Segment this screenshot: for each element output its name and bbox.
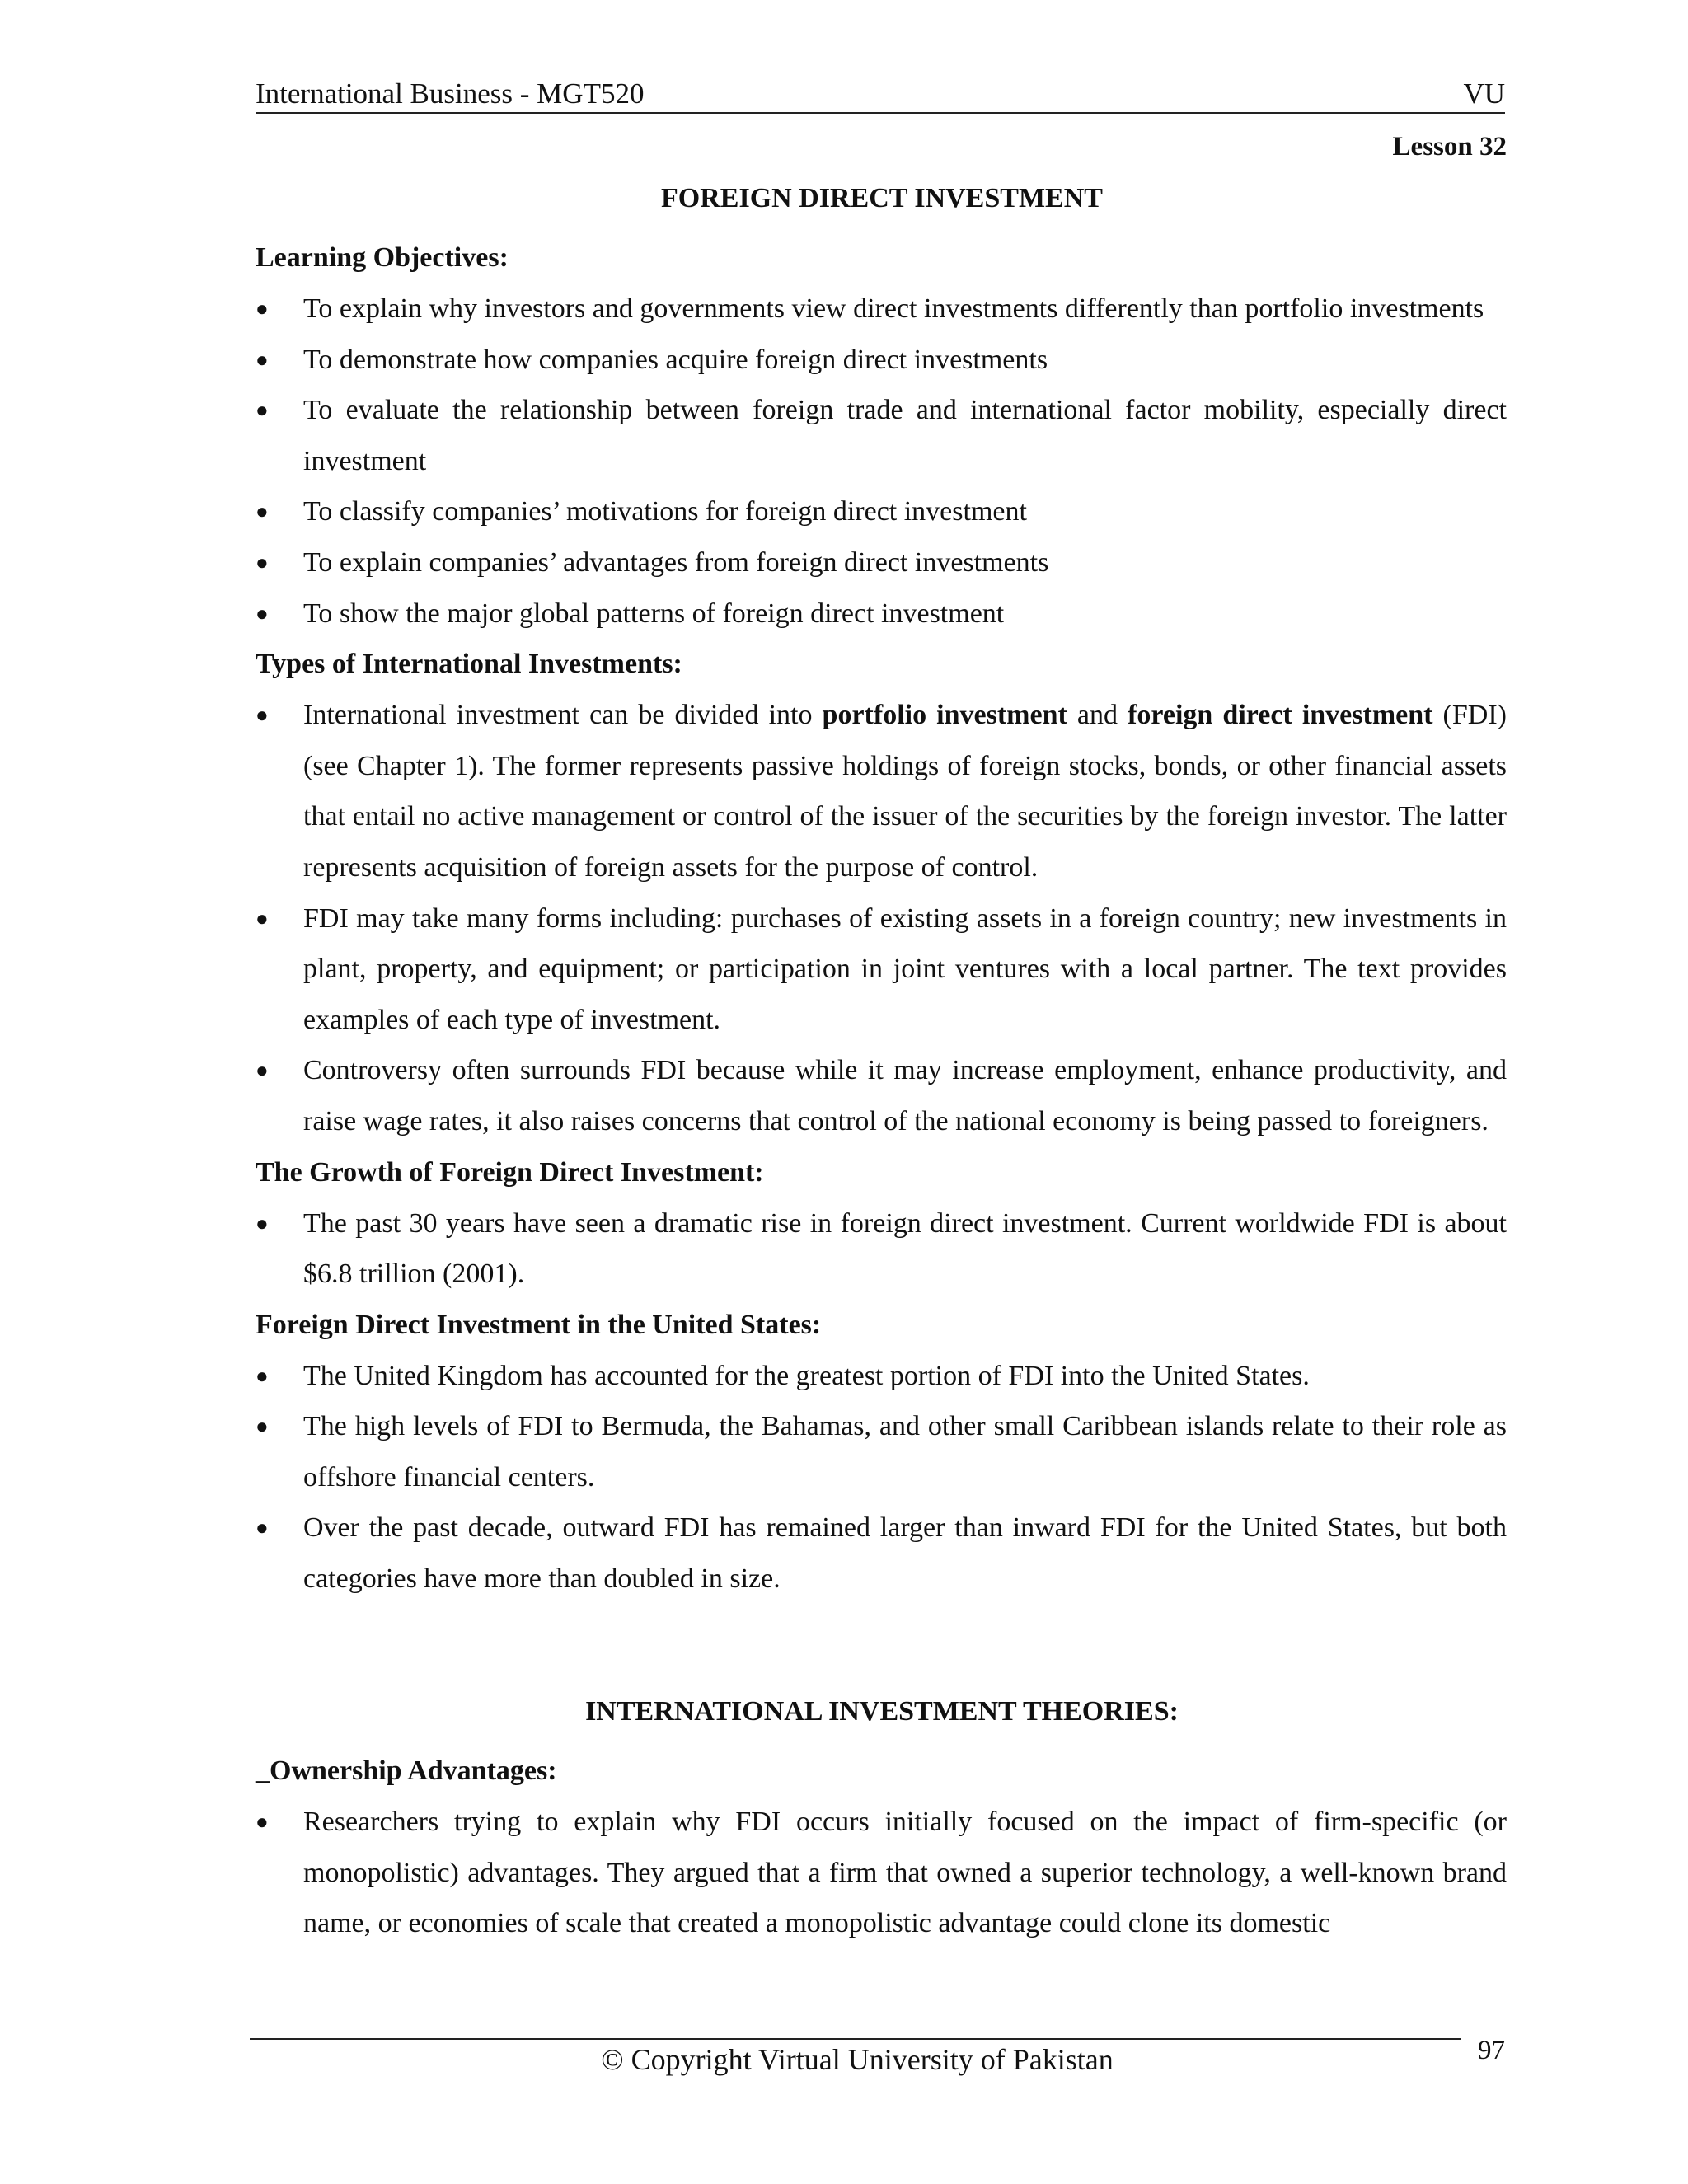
- list-item: ● To classify companies’ motivations for foreign direct investment: [256, 486, 1507, 537]
- list-item: ● Researchers trying to explain why FDI occurs initially focused on the impact of firm-specific (or monopolistic) advantages. They argued that a firm that owned a superior technology, a well-known brand name, or economies of scale that created a monopolistic advantage could clone its domestic: [256, 1797, 1507, 1949]
- ownership-advantages-heading: _Ownership Advantages:: [256, 1755, 557, 1786]
- bullet-icon: ●: [256, 499, 269, 524]
- bullet-icon: ●: [256, 550, 269, 574]
- bullet-icon: ●: [256, 347, 269, 372]
- list-item: ● To evaluate the relationship between foreign trade and international factor mobility, especially direct investment: [256, 385, 1507, 486]
- theories-section: [256, 1746, 1507, 1949]
- institution-label: VU: [1463, 77, 1505, 110]
- bullet-icon: ●: [256, 1363, 269, 1388]
- us-fdi-list: [256, 1351, 1507, 1605]
- bullet-icon: ●: [256, 1211, 269, 1235]
- learning-objectives-list: [256, 284, 1507, 639]
- bullet-icon: ●: [256, 1516, 269, 1540]
- types-heading: Types of International Investments:: [256, 649, 682, 680]
- bullet-icon: ●: [256, 297, 269, 321]
- theories-title: INTERNATIONAL INVESTMENT THEORIES:: [585, 1696, 1179, 1727]
- types-list: [256, 690, 1507, 1146]
- bullet-icon: ●: [256, 601, 269, 626]
- page-number: 97: [1478, 2036, 1505, 2065]
- copyright-notice: © Copyright Virtual University of Pakistan: [601, 2043, 1114, 2076]
- list-item: ● Over the past decade, outward FDI has remained larger than inward FDI for the United States, but both categories have more than doubled in size.: [256, 1502, 1507, 1604]
- course-title: International Business - MGT520: [256, 77, 645, 110]
- ownership-list: [256, 1797, 1507, 1949]
- bullet-icon: ●: [256, 1058, 269, 1083]
- lesson-number: Lesson 32: [1392, 132, 1507, 162]
- list-item: ● To explain why investors and governments view direct investments differently than portfolio investments: [256, 284, 1507, 335]
- list-item: ● The United Kingdom has accounted for the greatest portion of FDI into the United States.: [256, 1351, 1507, 1402]
- document-body: [256, 232, 1507, 1605]
- learning-objectives-heading: Learning Objectives:: [256, 242, 509, 273]
- fdi-term: foreign direct investment: [1128, 700, 1433, 731]
- us-fdi-heading: Foreign Direct Investment in the United States:: [256, 1309, 822, 1340]
- list-item: ● To show the major global patterns of foreign direct investment: [256, 588, 1507, 640]
- growth-heading: The Growth of Foreign Direct Investment:: [256, 1156, 764, 1188]
- portfolio-investment-term: portfolio investment: [822, 700, 1067, 731]
- bullet-icon: ●: [256, 906, 269, 930]
- bullet-icon: ●: [256, 703, 269, 728]
- list-item: ● To explain companies’ advantages from foreign direct investments: [256, 537, 1507, 588]
- bullet-icon: ●: [256, 1810, 269, 1834]
- list-item: ● FDI may take many forms including: purchases of existing assets in a foreign country; new investments in plant, property, and equipment; or participation in joint ventures with a local partner. The text provides examples of each type of investment.: [256, 893, 1507, 1046]
- list-item: ● The high levels of FDI to Bermuda, the Bahamas, and other small Caribbean islands relate to their role as offshore financial centers.: [256, 1401, 1507, 1502]
- bullet-icon: ●: [256, 1414, 269, 1439]
- footer-divider: [250, 2038, 1461, 2040]
- bullet-icon: ●: [256, 398, 269, 423]
- list-item: ● Controversy often surrounds FDI because while it may increase employment, enhance productivity, and raise wage rates, it also raises concerns that control of the national economy is being passed to foreigners.: [256, 1045, 1507, 1146]
- page-title: FOREIGN DIRECT INVESTMENT: [661, 183, 1103, 213]
- list-item: ● The past 30 years have seen a dramatic rise in foreign direct investment. Current worldwide FDI is about $6.8 trillion (2001).: [256, 1198, 1507, 1300]
- growth-list: [256, 1198, 1507, 1300]
- list-item: ● International investment can be divided into portfolio investment and foreign direct investment (FDI) (see Chapter 1). The former represents passive holdings of foreign stocks, bonds, or other financial assets that entail no active management or control of the issuer of the securities by the foreign investor. The latter represents acquisition of foreign assets for the purpose of control.: [256, 690, 1507, 893]
- page-header: [256, 76, 1505, 114]
- list-item: ● To demonstrate how companies acquire foreign direct investments: [256, 335, 1507, 386]
